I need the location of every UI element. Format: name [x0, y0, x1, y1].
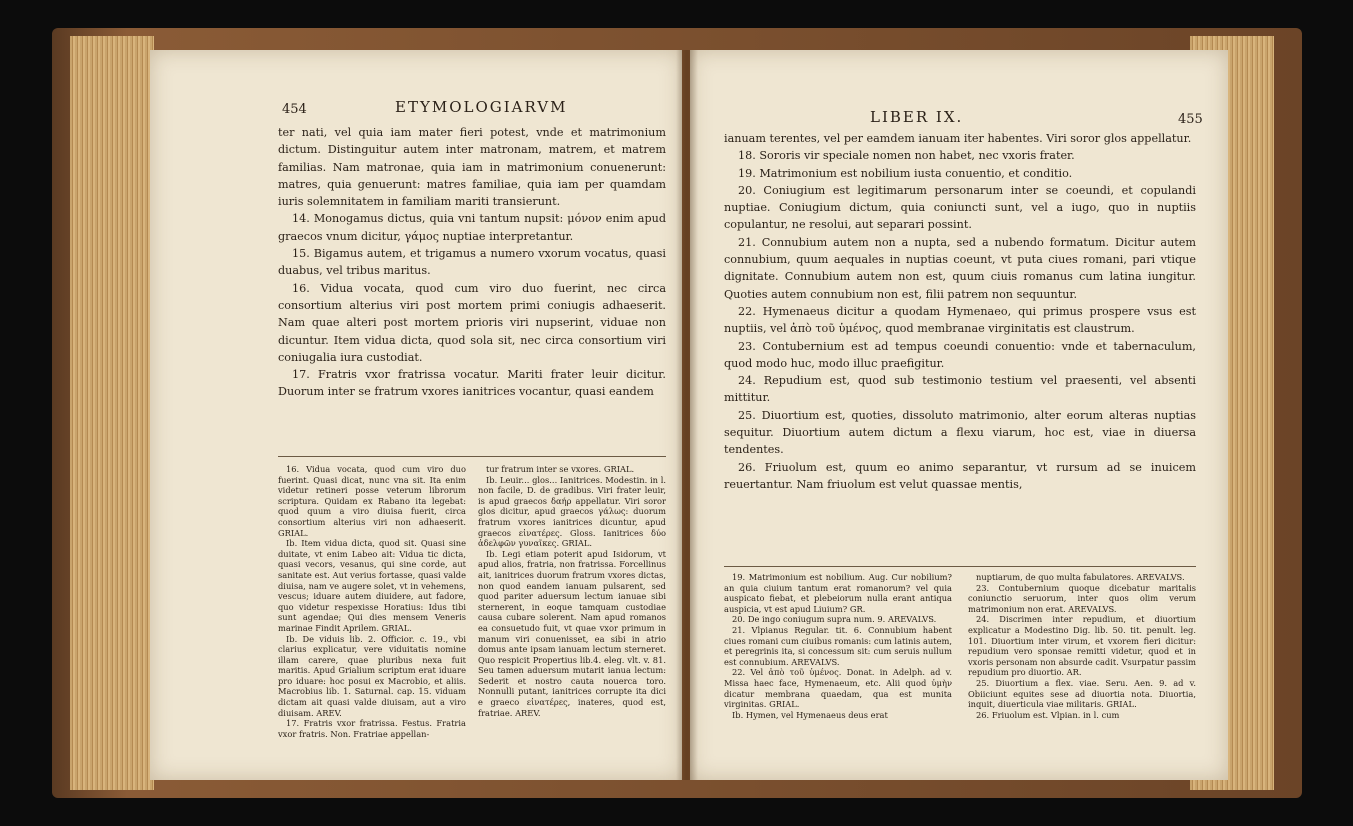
page-number-left: 454 [282, 102, 307, 117]
footnote: Ib. Legi etiam poterit apud Isidorum, vt apud alios, fratria, non fratrissa. Forcellinus ait, ianitrices duorum fratrum vxores dictas, non quod eandem ianuam pulsarent, sed quod pariter aduersum lectum ianuae sibi sternerent, in eoque tamquam custodiae causa cubare solerent. Nam apud romanos ea consuetudo fuit, vt quae vxor primum in manum viri conuenisset, ea sibi in atrio domus ante ipsam ianuam lectum sterneret. Quo respicit Propertius lib.4. eleg. vlt. v. 81. Seu tamen aduersum mutarit ianua lectum: Sederit et nostro cauta nouerca toro. Nonnulli putant, ianitrices corrupte ita dici e graeco εἰνατέρες, inateres, quod est, fratriae. AREV. [478, 548, 666, 718]
running-head-right: LIBER IX. [870, 108, 964, 126]
footnote: Ib. Leuir... glos... Ianitrices. Modestin. in l. non facile, D. de gradibus. Viri frater leuir, is apud graecos δαήρ appellatur. Viri soror glos dicitur, apud graecos γάλως: duorum fratrum vxores ianitrices dicuntur, apud graecos εἰνατέρες. Gloss. Ianitrices δύο ἀδελφῶν γυναῖκες. GRIAL. [478, 474, 666, 549]
paragraph: 25. Diuortium est, quoties, dissoluto matrimonio, alter eorum alteras nuptias sequitur. Diuortium autem dictum a flexu viarum, hoc est, viae in diuersa tendentes. [724, 408, 1196, 457]
footnote: 21. Vlpianus Regular. tit. 6. Connubium habent ciues romani cum ciuibus romanis: cum latinis autem, et peregrinis ita, si concessum sit: cum seruis nullum est connubium. AREVALVS. [724, 624, 952, 667]
footnote: 23. Contubernium quoque dicebatur maritalis coniunctio seruorum, inter quos olim verum matrimonium non erat. AREVALVS. [968, 582, 1196, 614]
left-notes-col1 [278, 464, 466, 739]
footnote: 22. Vel ἀπὸ τοῦ ὑμένος. Donat. in Adelph. ad v. Missa haec face, Hymenaeum, etc. Alii quod ὑμὴν dicatur membrana quaedam, qua est munita virginitas. GRIAL. [724, 667, 952, 710]
paragraph: ianuam terentes, vel per eamdem ianuam iter habentes. Viri soror glos appellatur. [724, 132, 1192, 145]
book-gutter [676, 50, 698, 780]
left-main-text [278, 124, 666, 401]
footnote: 24. Discrimen inter repudium, et diuortium explicatur a Modestino Dig. lib. 50. tit. penult. leg. 101. Diuortium inter virum, et vxorem fieri dicitur: repudium vero sponsae remitti videtur, quod et in vxoris personam non absurde cadit. Vsurpatur passim repudium pro diuortio. AR. [968, 614, 1196, 678]
footnote: 17. Fratris vxor fratrissa. Festus. Fratria vxor fratris. Non. Fratriae appellan- [278, 718, 466, 739]
footnote: 26. Friuolum est. Vlpian. in l. cum [976, 709, 1120, 720]
paragraph: 18. Sororis vir speciale nomen non habet, nec vxoris frater. [738, 149, 1075, 163]
paragraph: 14. Monogamus dictus, quia vni tantum nupsit: μόνον enim apud graecos vnum dicitur, γάμος nuptiae interpretantur. [278, 212, 666, 243]
footnote: Ib. De viduis lib. 2. Officior. c. 19., vbi clarius explicatur, vere viduitatis nomine illam carere, quae pluribus nexa fuit maritis. Apud Grialium scriptum erat iduare pro iduare: hoc posui ex Macrobio, et aliis. Macrobius lib. 1. Saturnal. cap. 15. viduam dictam ait quasi valde diuisam, aut a viro diuisam. AREV. [278, 633, 466, 718]
paragraph: 16. Vidua vocata, quod cum viro duo fuerint, nec circa consortium alterius viri post mortem primi coniugis adhaeserit. Nam quae alteri post mortem prioris viri nupserint, viduae non dicuntur. Item vidua dicta, quod sola sit, nec circa consortium viri coniugalia iura custodiat. [278, 281, 666, 364]
footnote: 25. Diuortium a flex. viae. Seru. Aen. 9. ad v. Obiiciunt equites sese ad diuortia nota. Diuortia, inquit, diuerticula viae militaris. GRIAL. [968, 677, 1196, 710]
paragraph: 21. Connubium autem non a nupta, sed a nubendo formatum. Dicitur autem connubium, quum aequales in nuptias coeunt, vt puta ciues romani, pari vtique dignitate. Connubium autem non est, quum ciuis romanus cum latina iungitur. Quoties autem connubium non est, filii patrem non sequuntur. [724, 235, 1196, 301]
paragraph: 20. Coniugium est legitimarum personarum inter se coeundi, et copulandi nuptiae. Coniugium dictum, quia coniuncti sunt, vel a iugo, quo in nuptiis copulantur, ne resolui, aut separari possint. [724, 183, 1196, 232]
paragraph: ter nati, vel quia iam mater fieri potest, vnde et matrimonium dictum. Distinguitur autem inter matronam, matrem, et matrem familias. Nam matronae, quia iam in matrimonium conuenerunt: matres, quia genuerunt: matres familiae, quia iam per quamdam iuris solemnitatem in familiam mariti transierunt. [278, 126, 666, 209]
paragraph: 15. Bigamus autem, et trigamus a numero vxorum vocatus, quasi duabus, vel tribus maritus. [278, 247, 666, 278]
paragraph: 24. Repudium est, quod sub testimonio testium vel praesenti, vel absenti mittitur. [724, 374, 1196, 405]
footnote-rule [724, 566, 1196, 567]
paragraph: 26. Friuolum est, quum eo animo separantur, vt rursum ad se inuicem reuertantur. Nam friuolum est velut quassae mentis, [724, 460, 1196, 491]
paragraph: 23. Contubernium est ad tempus coeundi conuentio: vnde et tabernaculum, quod modo huc, modo illuc praefigitur. [724, 339, 1196, 370]
right-main-text [724, 130, 1196, 493]
footnote-rule [278, 456, 666, 457]
running-head-left: ETYMOLOGIARVM [395, 98, 568, 116]
footnote: 20. De ingo coniugum supra num. 9. AREVALVS. [732, 614, 937, 625]
left-page [150, 50, 682, 780]
footnote: tur fratrum inter se vxores. GRIAL. [486, 464, 635, 474]
paragraph: 22. Hymenaeus dicitur a quodam Hymenaeo, qui primus prospere vsus est nuptiis, vel ἀπὸ τοῦ ὑμένος, quod membranae virginitatis est claustrum. [724, 304, 1196, 336]
left-notes-col2 [478, 464, 666, 718]
paragraph: 19. Matrimonium est nobilium iusta conuentio, et conditio. [738, 166, 1073, 180]
footnote: nuptiarum, de quo multa fabulatores. AREVALVS. [976, 572, 1185, 582]
footnote: 16. Vidua vocata, quod cum viro duo fuerint. Quasi dicat, nunc vna sit. Ita enim videtur retineri posse veterum librorum scriptura. Quidam ex Rabano ita legebat: quod quum a viro diuisa fuerit, circa consortium alterius viri non adhaeserit. GRIAL. [278, 464, 466, 538]
right-notes-col2 [968, 572, 1196, 720]
right-page [690, 50, 1228, 780]
footnote: Ib. Item vidua dicta, quod sit. Quasi sine duitate, vt enim Labeo ait: Vidua tic dicta, quasi vecors, vesanus, qui sine corde, aut sanitate est. Aut verius fortasse, quasi valde diuisa, nam ve augere solet, vt in vehemens, vescus; iduare autem diuidere, aut fadore, quo videtur respexisse Horatius: Idus tibi sunt agendae; Qui dies mensem Veneris marinae Findit Aprilem. GRIAL. [278, 538, 466, 633]
footnote: 19. Matrimonium est nobilium. Aug. Cur nobilium? an quia ciuium tantum erat romanorum? vel quia auspicato fiebat, et plebeiorum nulla erant antiqua auspicia, vt est apud Liuium? GR. [724, 572, 952, 614]
footnote: Ib. Hymen, vel Hymenaeus deus erat [732, 709, 888, 720]
left-page-edges [70, 36, 154, 790]
page-number-right: 455 [1178, 112, 1203, 127]
right-notes-col1 [724, 572, 952, 720]
paragraph: 17. Fratris vxor fratrissa vocatur. Mariti frater leuir dicitur. Duorum inter se fratrum vxores ianitrices vocantur, quasi eandem [278, 368, 666, 399]
